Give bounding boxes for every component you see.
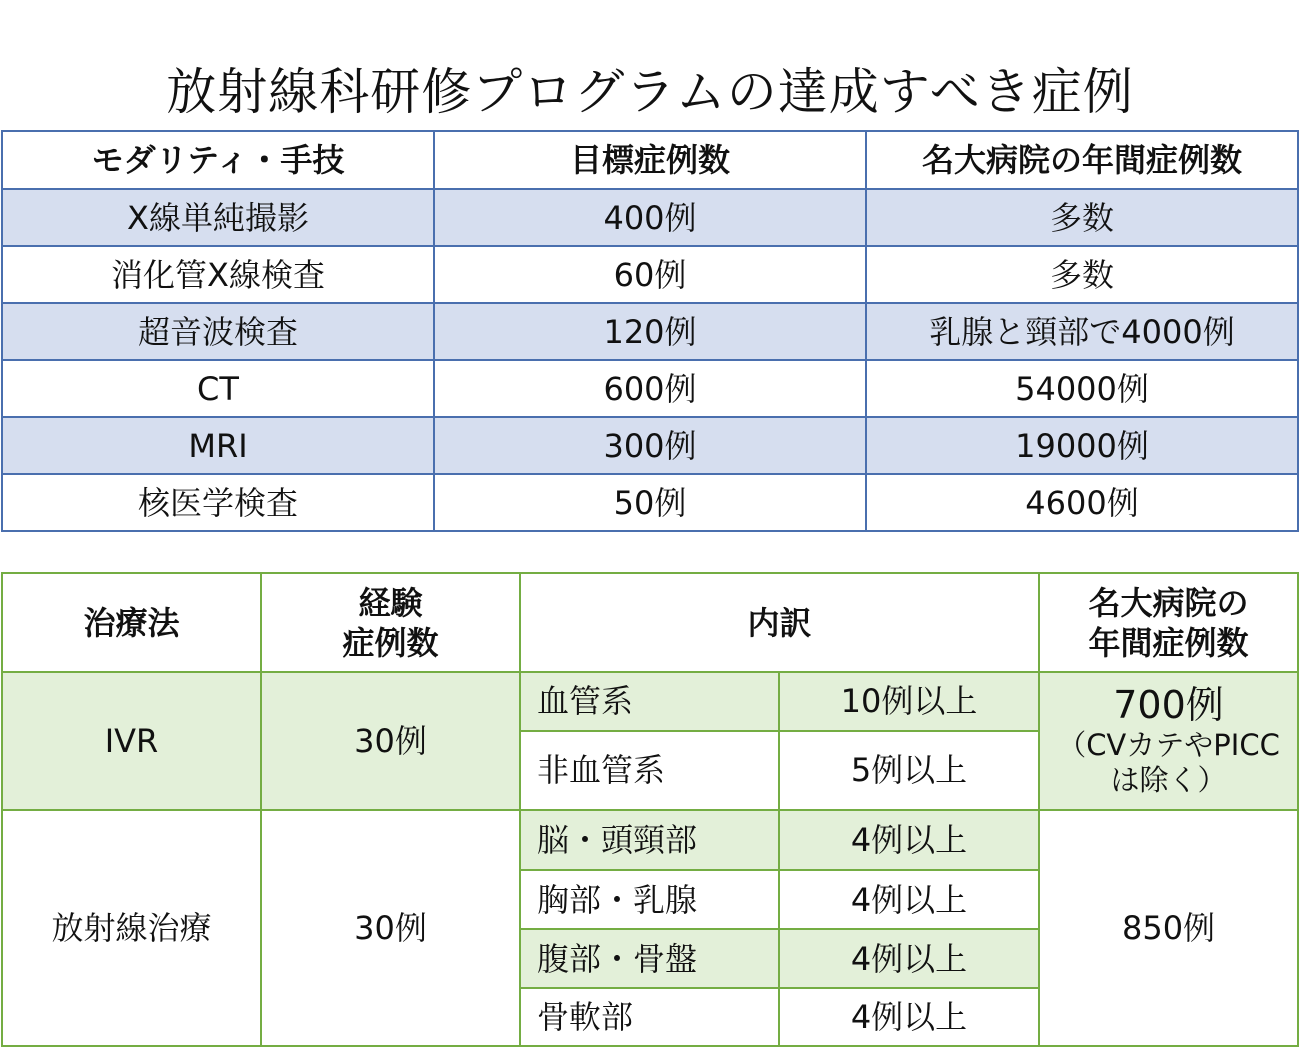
modality-name: 消化管X線検査 bbox=[2, 246, 434, 303]
target-count: 60例 bbox=[434, 246, 866, 303]
table-row bbox=[2, 810, 1298, 870]
annual-count: 乳腺と頸部で4000例 bbox=[866, 303, 1298, 360]
breakdown-count: 4例以上 bbox=[779, 870, 1039, 929]
modality-name: 核医学検査 bbox=[2, 474, 434, 531]
modality-name: CT bbox=[2, 360, 434, 417]
breakdown-count: 4例以上 bbox=[779, 810, 1039, 870]
header-annual-count: 名大病院の年間症例数 bbox=[866, 131, 1298, 189]
header-breakdown: 内訳 bbox=[520, 573, 1039, 672]
breakdown-name: 胸部・乳腺 bbox=[520, 870, 779, 929]
modality-header-row bbox=[2, 131, 1298, 189]
header-experience-line1: 経験 bbox=[358, 583, 423, 622]
breakdown-count: 4例以上 bbox=[779, 988, 1039, 1046]
header-annual-line2: 年間症例数 bbox=[1088, 623, 1249, 662]
table-row bbox=[2, 672, 1298, 731]
table-row bbox=[2, 474, 1298, 531]
annual-count: 700例 bbox=[1113, 683, 1224, 728]
annual-count: 多数 bbox=[866, 246, 1298, 303]
page-title: 放射線科研修プログラムの達成すべき症例 bbox=[166, 62, 1134, 121]
annual-note-line1: （CVカテやPICC bbox=[1057, 728, 1280, 763]
annual-count-cell bbox=[1039, 672, 1298, 810]
modality-name: X線単純撮影 bbox=[2, 189, 434, 246]
breakdown-count: 4例以上 bbox=[779, 929, 1039, 988]
breakdown-name: 脳・頭頸部 bbox=[520, 810, 779, 870]
annual-count: 4600例 bbox=[866, 474, 1298, 531]
treatment-header-row bbox=[2, 573, 1298, 672]
experience-count: 30例 bbox=[261, 672, 520, 810]
target-count: 400例 bbox=[434, 189, 866, 246]
breakdown-name: 血管系 bbox=[520, 672, 779, 731]
annual-count: 850例 bbox=[1039, 810, 1298, 1046]
header-experience-count bbox=[261, 573, 520, 672]
breakdown-count: 10例以上 bbox=[779, 672, 1039, 731]
modality-table bbox=[1, 130, 1299, 532]
experience-count: 30例 bbox=[261, 810, 520, 1046]
table-row bbox=[2, 303, 1298, 360]
target-count: 50例 bbox=[434, 474, 866, 531]
table-row bbox=[2, 417, 1298, 474]
breakdown-name: 腹部・骨盤 bbox=[520, 929, 779, 988]
table-row bbox=[2, 189, 1298, 246]
annual-count: 多数 bbox=[866, 189, 1298, 246]
breakdown-count: 5例以上 bbox=[779, 731, 1039, 810]
header-target-count: 目標症例数 bbox=[434, 131, 866, 189]
breakdown-name: 非血管系 bbox=[520, 731, 779, 810]
header-annual-count bbox=[1039, 573, 1298, 672]
header-therapy: 治療法 bbox=[2, 573, 261, 672]
target-count: 120例 bbox=[434, 303, 866, 360]
target-count: 600例 bbox=[434, 360, 866, 417]
modality-name: MRI bbox=[2, 417, 434, 474]
annual-count: 54000例 bbox=[866, 360, 1298, 417]
header-modality: モダリティ・手技 bbox=[2, 131, 434, 189]
annual-note-line2: は除く） bbox=[1110, 762, 1227, 797]
therapy-name: IVR bbox=[2, 672, 261, 810]
table-row bbox=[2, 360, 1298, 417]
treatment-table bbox=[1, 572, 1299, 1047]
annual-count: 19000例 bbox=[866, 417, 1298, 474]
header-experience-line2: 症例数 bbox=[342, 623, 439, 662]
therapy-name: 放射線治療 bbox=[2, 810, 261, 1046]
header-annual-line1: 名大病院の bbox=[1088, 583, 1249, 622]
modality-name: 超音波検査 bbox=[2, 303, 434, 360]
breakdown-name: 骨軟部 bbox=[520, 988, 779, 1046]
target-count: 300例 bbox=[434, 417, 866, 474]
table-row bbox=[2, 246, 1298, 303]
